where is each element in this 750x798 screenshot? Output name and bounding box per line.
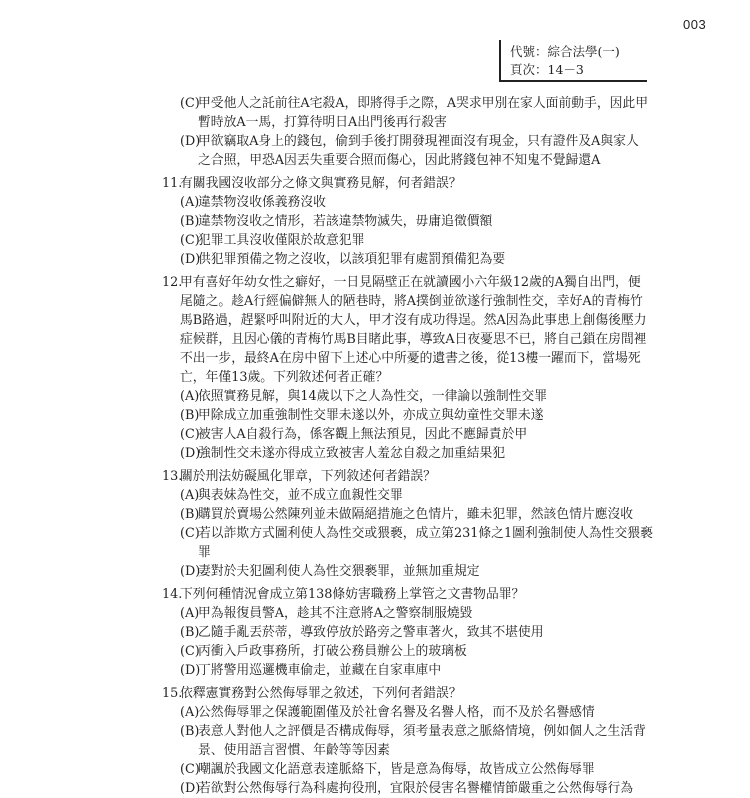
- question-text: 尾隨之。趁A行經偏僻無人的陋巷時，將A撲倒並欲遂行強制性交，幸好A的青梅竹: [180, 294, 643, 309]
- option-text: 乙隨手亂丟菸蒂，導致停放於路旁之警車著火，致其不堪使用: [198, 625, 544, 640]
- question-text: 症候群，且因心儀的青梅竹馬B目睹此事，導致A日夜憂思不已，將自己鎖在房間裡: [180, 332, 647, 347]
- option-line: [198, 543, 211, 562]
- option-letter: (D): [180, 134, 201, 149]
- option-line: [180, 94, 648, 113]
- option-line: [180, 703, 595, 722]
- question-text: 亡，年僅13歲。下列敘述何者正確？: [180, 370, 389, 385]
- option-text: 若欲對公然侮辱行為科處拘役刑，宜限於侵害名譽權情節嚴重之公然侮辱行為: [198, 781, 634, 796]
- option-letter: (A): [180, 389, 200, 404]
- question-text: 有關我國沒收部分之條文與實務見解，何者錯誤？: [180, 176, 462, 191]
- option-line: [180, 505, 633, 524]
- option-letter: (A): [180, 705, 200, 720]
- option-text: 購買於賣場公然陳列並未做隔絕措施之色情片，雖未犯罪，然該色情片應沒收: [198, 507, 634, 522]
- option-letter: (C): [180, 96, 200, 111]
- option-text: 暫時放A一馬，打算待明日A出門後再行殺害: [198, 115, 447, 130]
- option-text: 甲除成立加重強制性交罪未遂以外，亦成立與幼童性交罪未遂: [198, 408, 544, 423]
- option-line: [180, 661, 441, 680]
- option-letter: (B): [180, 625, 200, 640]
- question-line: [180, 349, 641, 368]
- question-number: 13.: [162, 469, 183, 484]
- option-line: [180, 642, 467, 661]
- option-text: 景、使用語言習慣、年齡等等因素: [198, 743, 390, 758]
- page-number: 003: [683, 17, 707, 32]
- option-line: [180, 193, 326, 212]
- option-text: 之合照，甲恐A因丟失重要合照而傷心，因此將錢包神不知鬼不覺歸還A: [198, 153, 601, 168]
- option-letter: (D): [180, 252, 201, 267]
- option-letter: (D): [180, 781, 201, 796]
- option-text: 若以詐欺方式圖利使人為性交或猥褻，成立第231條之1圖利強制使人為性交猥褻: [198, 526, 653, 541]
- option-line: [180, 722, 646, 741]
- option-letter: (A): [180, 488, 200, 503]
- option-line: [180, 425, 527, 444]
- question-line: [180, 311, 647, 330]
- option-text: 妻對於夫犯圖利使人為性交猥褻罪，並無加重規定: [198, 564, 480, 579]
- question-line: [180, 292, 643, 311]
- option-text: 甲為報復員警A，趁其不注意將A之警察制服燒毀: [198, 606, 473, 621]
- option-line: [180, 486, 403, 505]
- option-text: 強制性交未遂亦得成立致被害人羞忿自殺之加重結果犯: [198, 446, 506, 461]
- option-line: [180, 231, 364, 250]
- question-line: [162, 684, 462, 703]
- question-number: 11.: [162, 176, 183, 191]
- option-text: 依照實務見解，與14歲以下之人為性交，一律論以強制性交罪: [198, 389, 548, 404]
- option-letter: (B): [180, 214, 200, 229]
- option-line: [198, 113, 447, 132]
- option-letter: (B): [180, 724, 200, 739]
- option-letter: (D): [180, 663, 201, 678]
- question-line: [180, 368, 388, 387]
- option-line: [180, 132, 639, 151]
- option-text: 被害人A自殺行為，係客觀上無法預見，因此不應歸責於甲: [198, 427, 528, 442]
- option-text: 甲欲竊取A身上的錢包，偷到手後打開發現裡面沒有現金，只有證件及A與家人: [198, 134, 639, 149]
- option-line: [180, 623, 544, 642]
- question-line: [180, 330, 647, 349]
- option-letter: (C): [180, 427, 200, 442]
- question-text: 馬B路過，趕緊呼叫附近的大人，甲才沒有成功得逞。然A因為此事患上創傷後壓力: [180, 313, 647, 328]
- exam-code-box: [499, 40, 647, 82]
- option-text: 公然侮辱罪之保護範圍僅及於社會名譽及名譽人格，而不及於名譽感情: [198, 705, 595, 720]
- option-text: 與表妹為性交，並不成立血親性交罪: [198, 488, 403, 503]
- question-line: [162, 273, 641, 292]
- question-number: 12.: [162, 275, 183, 290]
- option-letter: (A): [180, 606, 200, 621]
- question-text: 關於刑法妨礙風化罪章，下列敘述何者錯誤？: [180, 469, 436, 484]
- option-line: [180, 406, 544, 425]
- question-text: 甲有喜好年幼女性之癖好，一日見隔壁正在就讀國小六年級12歲的A獨自出門，便: [180, 275, 641, 290]
- option-line: [180, 212, 492, 231]
- option-text: 表意人對他人之評價是否構成侮辱，須考量表意之脈絡情境，例如個人之生活背: [198, 724, 646, 739]
- option-text: 犯罪工具沒收僅限於故意犯罪: [198, 233, 365, 248]
- option-letter: (C): [180, 644, 200, 659]
- question-text: 不出一步，最終A在房中留下上述心中所憂的遺書之後，從13樓一躍而下，當場死: [180, 351, 641, 366]
- option-text: 嘲諷於我國文化語意表達脈絡下，皆是意為侮辱，故皆成立公然侮辱罪: [198, 762, 595, 777]
- option-text: 違禁物沒收之情形，若該違禁物滅失，毋庸追徵價額: [198, 214, 493, 229]
- option-text: 丁將警用巡邏機車偷走，並藏在自家車庫中: [198, 663, 442, 678]
- option-line: [180, 779, 633, 798]
- question-line: [162, 585, 524, 604]
- option-letter: (B): [180, 507, 200, 522]
- option-letter: (C): [180, 526, 200, 541]
- page-index-line: 頁次：14－3: [510, 62, 584, 77]
- question-line: [162, 174, 462, 193]
- option-letter: (B): [180, 408, 200, 423]
- option-letter: (A): [180, 195, 200, 210]
- option-line: [180, 387, 547, 406]
- question-number: 14.: [162, 587, 183, 602]
- option-line: [180, 604, 472, 623]
- option-text: 丙衝入戶政事務所，打破公務員辦公上的玻璃板: [198, 644, 467, 659]
- question-number: 15.: [162, 686, 183, 701]
- option-line: [180, 760, 595, 779]
- option-letter: (C): [180, 762, 200, 777]
- question-line: [162, 467, 436, 486]
- option-letter: (C): [180, 233, 200, 248]
- option-text: 違禁物沒收係義務沒收: [198, 195, 326, 210]
- exam-code-line: 代號：綜合法學(一): [510, 44, 620, 59]
- option-line: [198, 151, 600, 170]
- question-text: 依釋憲實務對公然侮辱罪之敘述，下列何者錯誤？: [180, 686, 462, 701]
- option-text: 甲受他人之託前往A宅殺A，即將得手之際，A哭求甲別在家人面前動手，因此甲: [198, 96, 649, 111]
- option-text: 罪: [198, 545, 211, 560]
- option-letter: (D): [180, 564, 201, 579]
- option-line: [180, 444, 505, 463]
- question-text: 下列何種情況會成立第138條妨害職務上掌管之文書物品罪？: [180, 587, 525, 602]
- option-text: 供犯罪預備之物之沒收，以該項犯罪有處罰預備犯為要: [198, 252, 506, 267]
- option-line: [198, 741, 390, 760]
- option-line: [180, 250, 505, 269]
- option-line: [180, 524, 653, 543]
- option-line: [180, 562, 480, 581]
- option-letter: (D): [180, 446, 201, 461]
